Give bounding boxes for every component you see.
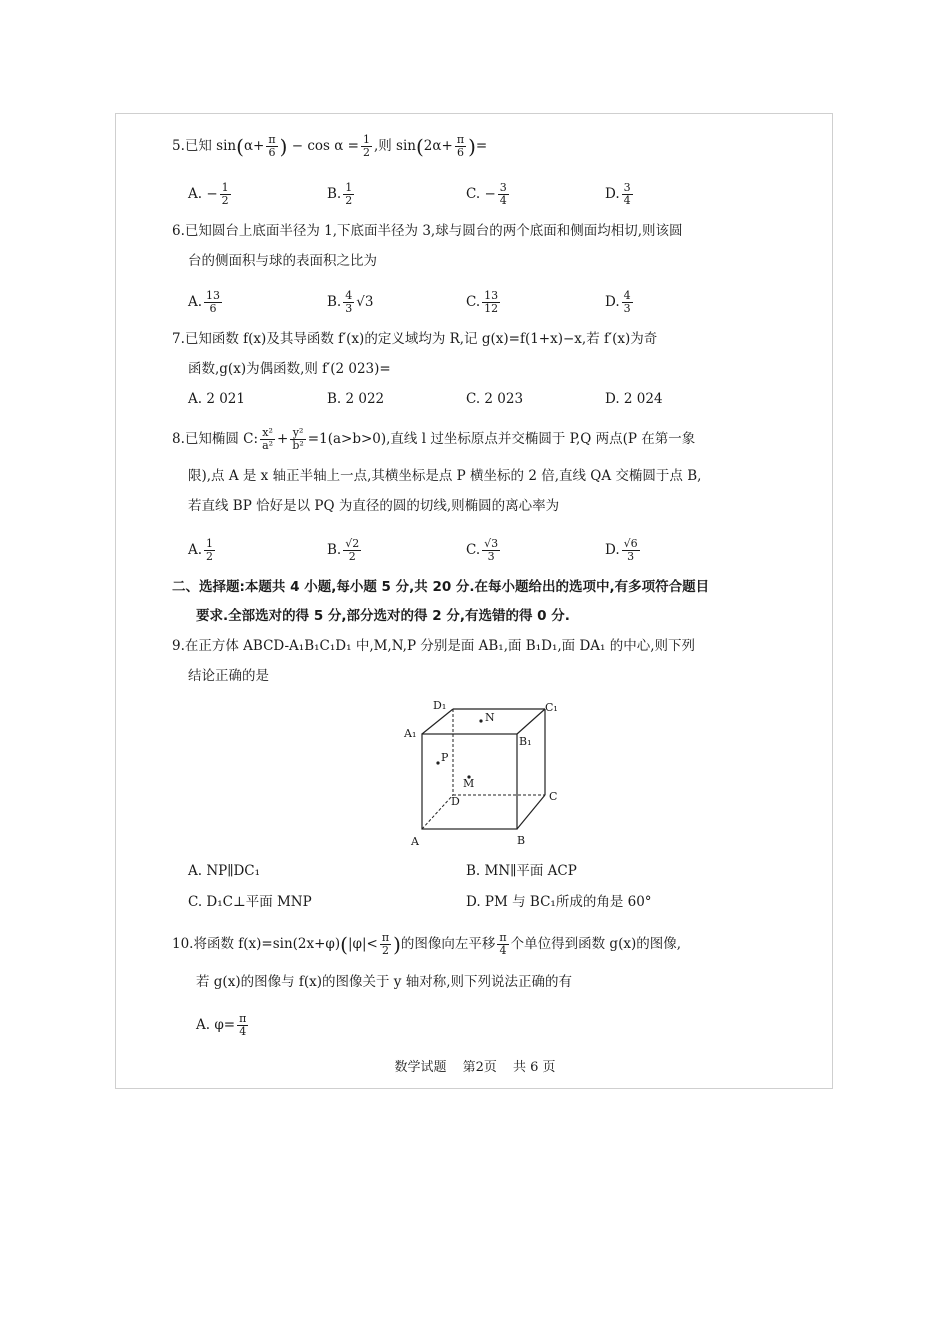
option-a[interactable]: A. φ= $\frac{\pi}{4}$ (196, 1012, 247, 1038)
section-heading-cont: 要求.全部选对的得 5 分,部分选对的得 2 分,有选错的得 0 分. (196, 608, 570, 624)
stem-text: ,则 sin (373, 138, 416, 154)
question-6-stem: 6.已知圆台上底面半径为 1,下底面半径为 3,球与圆台的两个底面和侧面均相切,则该圆 (172, 223, 683, 239)
label-A1: A₁ (404, 727, 417, 740)
question-8-stem-cont: 若直线 BP 恰好是以 PQ 为直径的圆的切线,则椭圆的离心率为 (188, 498, 560, 514)
option-a[interactable]: A. 2 021 (188, 391, 245, 407)
option-d[interactable]: D. $\frac{3}{4}$ (605, 181, 631, 207)
question-7-stem: 7.已知函数 f(x)及其导函数 f′(x)的定义域均为 R,记 g(x)=f(1+x)−x,若 f′(x)为奇 (172, 331, 658, 347)
footer-total: 共 6 页 (513, 1060, 556, 1075)
option-b[interactable]: B. $\frac{√2}{2}$ (327, 537, 360, 563)
stem-text: = (475, 138, 488, 154)
option-b[interactable]: B. $\frac{1}{2}$ (327, 181, 353, 207)
question-8-stem: 8.已知椭圆 C: $\frac{\text{x²}}{\text{a²}}$ + $\frac{\text{y²}}{\text{b²}}$ =1(a>b>0),直线 l 过坐标原点并交椭圆于 P,Q 两点(P 在第一象 (172, 426, 696, 452)
label-B1: B₁ (519, 735, 532, 748)
fraction: $\frac{\pi}{6}$ (456, 133, 465, 159)
question-number: 5. (172, 138, 185, 154)
label-D1: D₁ (433, 699, 447, 712)
question-7-stem-cont: 函数,g(x)为偶函数,则 f′(2 023)= (188, 361, 391, 377)
label-C1: C₁ (545, 701, 558, 714)
question-5-stem: 5.已知 sin(α+ $\frac{\pi}{6}$ ) − cos α = $\frac{1}{2}$ ,则 sin(2α+ $\frac{\pi}{6}$ )= (172, 133, 488, 159)
label-D: D (451, 795, 460, 808)
option-d[interactable]: D. $\frac{4}{3}$ (605, 289, 631, 315)
stem-text: − cos α = (291, 138, 359, 154)
question-6-stem-cont: 台的侧面积与球的表面积之比为 (188, 253, 377, 269)
question-8-stem-cont: 限),点 A 是 x 轴正半轴上一点,其横坐标是点 P 横坐标的 2 倍,直线 QA 交椭圆于点 B, (188, 468, 702, 484)
option-d[interactable]: D. 2 024 (605, 391, 663, 407)
option-c[interactable]: C. − $\frac{3}{4}$ (466, 181, 507, 207)
option-a[interactable]: A. NP∥DC₁ (188, 863, 261, 879)
question-10-stem-cont: 若 g(x)的图像与 f(x)的图像关于 y 轴对称,则下列说法正确的有 (196, 974, 573, 990)
page-footer (0, 1056, 950, 1075)
option-d[interactable]: D. $\frac{√6}{3}$ (605, 537, 638, 563)
option-b[interactable]: B. MN∥平面 ACP (466, 863, 577, 879)
question-10-stem: 10.将函数 f(x)=sin(2x+φ)(|φ|< $\frac{\pi}{2}$ )的图像向左平移 $\frac{\pi}{4}$ 个单位得到函数 g(x)的图像, (172, 931, 682, 957)
option-b[interactable]: B. $\frac{4}{3}$ √3 (327, 289, 374, 315)
option-c[interactable]: C. D₁C⊥平面 MNP (188, 894, 312, 910)
label-B: B (517, 834, 526, 847)
option-d[interactable]: D. PM 与 BC₁所成的角是 60° (466, 894, 652, 910)
question-9-stem: 9.在正方体 ABCD-A₁B₁C₁D₁ 中,M,N,P 分别是面 AB₁,面 B₁D₁,面 DA₁ 的中心,则下列 (172, 638, 696, 654)
question-9-stem-cont: 结论正确的是 (188, 668, 269, 684)
fraction: $\frac{\pi}{6}$ (268, 133, 276, 159)
label-A: A (411, 835, 419, 848)
label-M: M (463, 777, 475, 790)
label-P: P (441, 751, 449, 764)
option-c[interactable]: C. $\frac{√3}{3}$ (466, 537, 499, 563)
label-C: C (549, 790, 558, 803)
option-b[interactable]: B. 2 022 (327, 391, 385, 407)
option-c[interactable]: C. 2 023 (466, 391, 524, 407)
footer-page: 第2页 (462, 1060, 497, 1075)
option-a[interactable]: A. $\frac{1}{2}$ (188, 537, 214, 563)
stem-text: α+ (243, 138, 265, 154)
label-N: N (485, 711, 495, 724)
fraction: $\frac{1}{2}$ (362, 133, 370, 159)
section-heading: 二、选择题:本题共 4 小题,每小题 5 分,共 20 分.在每小题给出的选项中,有多项符合题目 (172, 579, 710, 595)
option-c[interactable]: C. $\frac{13}{12}$ (466, 289, 499, 315)
option-a[interactable]: A. − $\frac{1}{2}$ (188, 181, 229, 207)
footer-subject: 数学试题 (394, 1060, 447, 1075)
stem-text: 已知 sin (184, 138, 237, 154)
cube-figure (395, 697, 575, 852)
stem-text: 2α+ (423, 138, 453, 154)
option-a[interactable]: A. $\frac{13}{6}$ (188, 289, 221, 315)
